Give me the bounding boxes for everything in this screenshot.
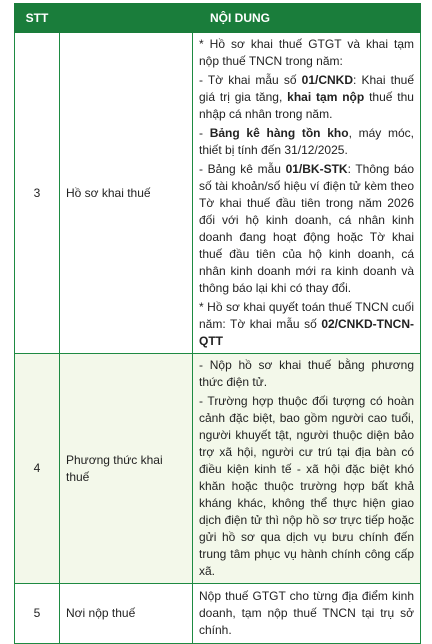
header-content: NỘI DUNG <box>60 4 421 33</box>
row-name: Nơi nộp thuế <box>60 584 193 644</box>
table-row <box>15 584 421 644</box>
content-paragraph: - Bảng kê hàng tồn kho, máy móc, thiết bị tính đến 31/12/2025. <box>199 126 414 157</box>
table-row <box>15 33 421 354</box>
tax-table-container <box>14 3 420 637</box>
row-stt: 3 <box>15 33 60 354</box>
row-name: Hồ sơ khai thuế <box>60 33 193 354</box>
content-paragraph: - Trường hợp thuộc đối tượng có hoàn cảnh đặc biệt, bao gồm người cao tuổi, người khuyết tật, người thuộc diện bảo trợ xã hội, người cư trú tại địa bàn có điều kiện kinh tế - xã hội đặc biệt khó khăn hoặc thuộc trường hợp bất khả kháng khác, không thể thực hiện giao dịch điện tử thì nộp hồ sơ trực tiếp hoặc gửi hồ sơ qua dịch vụ bưu chính đến trung tâm phục vụ hành chính công cấp xã. <box>199 394 414 578</box>
row-content <box>193 354 421 584</box>
content-paragraph: - Nộp hồ sơ khai thuế bằng phương thức điện tử. <box>199 358 414 389</box>
content-paragraph: - Tờ khai mẫu số 01/CNKD: Khai thuế giá trị gia tăng, khai tạm nộp thuế thu nhập cá nhân trong năm. <box>199 73 414 121</box>
row-name: Phương thức khai thuế <box>60 354 193 584</box>
content-paragraph: Nộp thuế GTGT cho từng địa điểm kinh doanh, tạm nộp thuế TNCN tại trụ sở chính. <box>199 589 414 637</box>
table-row <box>15 354 421 584</box>
table-header-row <box>15 4 421 33</box>
content-paragraph: - Bảng kê mẫu 01/BK-STK: Thông báo số tài khoản/số hiệu ví điện tử kèm theo Tờ khai thuế đầu tiên trong năm 2026 đối với hộ kinh doanh, cá nhân kinh doanh đang hoạt động hoặc Tờ khai thuế đầu tiên của hộ kinh doanh, cá nhân kinh doanh mới ra kinh doanh và thông báo lại khi có thay đổi. <box>199 162 414 295</box>
content-paragraph: * Hồ sơ khai thuế GTGT và khai tạm nộp thuế TNCN trong năm: <box>199 37 414 68</box>
row-content <box>193 33 421 354</box>
content-paragraph: * Hồ sơ khai quyết toán thuế TNCN cuối năm: Tờ khai mẫu số 02/CNKD-TNCN-QTT <box>199 300 414 348</box>
header-stt: STT <box>15 4 60 33</box>
row-stt: 5 <box>15 584 60 644</box>
row-content <box>193 584 421 644</box>
row-stt: 4 <box>15 354 60 584</box>
tax-info-table <box>14 3 421 644</box>
